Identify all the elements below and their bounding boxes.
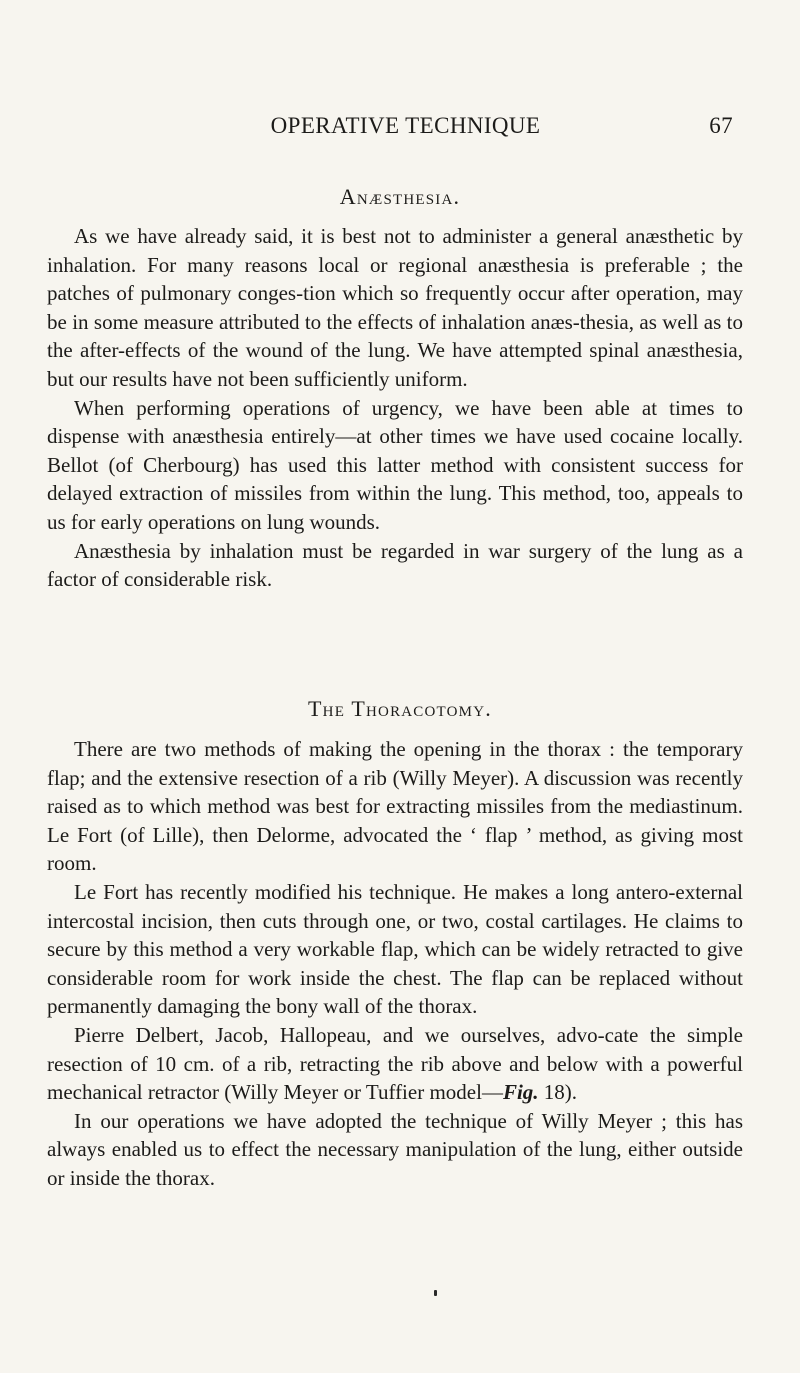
paragraph: As we have already said, it is best not to administer a general anæsthetic by inhalation. For many reasons local or regional anæsthesia is preferable ; the patches of pulmonary conges-tion which so frequently occur after operation, may be in some measure attributed to the effects of inhalation anæs-thesia, as well as to the after-effects of the wound of the lung. We have attempted spinal anæsthesia, but our results have not been sufficiently uniform. <box>47 224 743 391</box>
section-heading-thoracotomy: The Thoracotomy. <box>308 696 492 721</box>
section-heading-anaesthesia: Anæsthesia. <box>339 184 461 209</box>
paragraph-with-figure-reference <box>47 1021 743 1107</box>
paragraph: Anæsthesia by inhalation must be regarded in war surgery of the lung as a factor of considerable risk. <box>47 538 743 592</box>
paragraph-text: Pierre Delbert, Jacob, Hallopeau, and we ourselves, advo-cate the simple resection of 10 cm. of a rib, retracting the rib above and below with a powerful mechanical retractor (Willy Meyer or Tuffier model— <box>47 1022 743 1105</box>
section-body-anaesthesia <box>47 222 743 594</box>
figure-reference: Fig. <box>502 1080 539 1105</box>
paragraph-text: 18). <box>538 1080 578 1105</box>
paragraph: Le Fort has recently modified his technique. He makes a long antero-external intercostal incision, then cuts through one, or two, costal cartilages. He claims to secure by this method a very workable flap, which can be widely retracted to give considerable room for work inside the chest. The flap can be replaced without permanently damaging the bony wall of the thorax. <box>47 879 743 1019</box>
running-head <box>78 113 733 145</box>
paragraph: In our operations we have adopted the technique of Willy Meyer ; this has always enabled us to effect the necessary manipulation of the lung, either outside or inside the thorax. <box>47 1108 743 1190</box>
page-number: 67 <box>709 113 733 138</box>
section-body-thoracotomy <box>47 735 743 1193</box>
running-title: OPERATIVE TECHNIQUE <box>270 113 541 138</box>
paragraph: There are two methods of making the opening in the thorax : the temporary flap; and the extensive resection of a rib (Willy Meyer). A discussion was recently raised as to which method was best for extracting missiles from the mediastinum. Le Fort (of Lille), then Delorme, advocated the ‘ flap ’ method, as giving most room. <box>47 737 743 876</box>
paragraph: When performing operations of urgency, we have been able at times to dispense with anæsthesia entirely—at other times we have used cocaine locally. Bellot (of Cherbourg) has used this latter method with consistent success for delayed extraction of missiles from within the lung. This method, too, appeals to us for early operations on lung wounds. <box>47 395 743 534</box>
ink-speck <box>434 1290 437 1296</box>
